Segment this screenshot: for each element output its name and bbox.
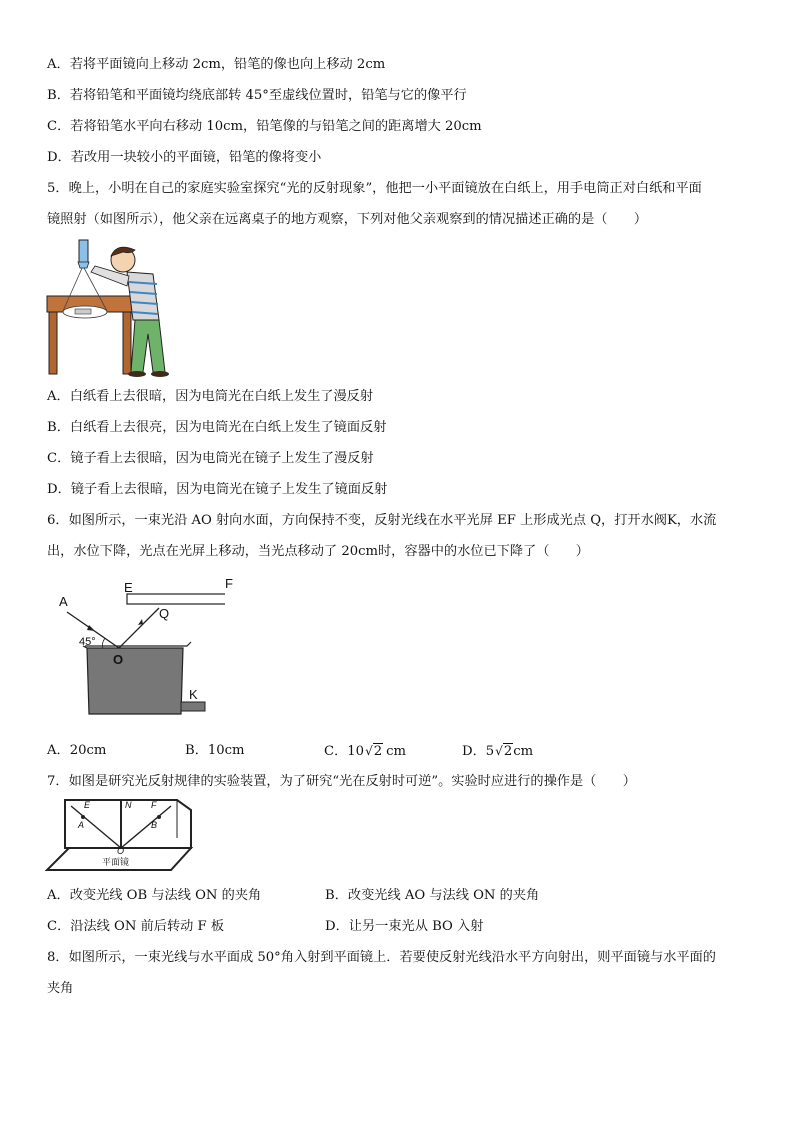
q5-option-a: A．白纸看上去很暗，因为电筒光在白纸上发生了漫反射 [47,389,374,404]
label-a: A [78,820,85,830]
q6-option-d: D．5√2cm [462,744,534,759]
flashlight-icon [79,240,88,264]
q7-option-a: A．改变光线 OB 与法线 ON 的夹角 [47,888,262,903]
screen-ef [127,594,225,604]
label-o: O [117,846,125,856]
label-n: N [125,800,132,810]
label-a: A [59,594,68,609]
label-mirror: 平面镜 [102,857,130,867]
boy-pants [131,320,165,372]
q8-stem-line1: 8．如图所示，一束光线与水平面成 50°角入射到平面镜上．若要使反射光线沿水平方向射出，则平面镜与水平面的 [47,950,716,965]
q7-option-d: D．让另一束光从 BO 入射 [325,919,484,934]
q4-option-d: D．若改用一块较小的平面镜，铅笔的像将变小 [47,150,322,165]
label-f: F [151,800,157,810]
q5-figure-boy-flashlight [45,236,175,378]
q6-option-a: A．20cm [47,743,107,758]
q6-figure [45,572,225,722]
q6-figure-container [45,572,233,722]
valve-k [181,702,205,711]
q7-figure-container [45,798,195,874]
q7-option-b: B．改变光线 AO 与法线 ON 的夹角 [325,888,540,903]
label-b: B [151,820,158,830]
q5-option-c: C．镜子看上去很暗，因为电筒光在镜子上发生了漫反射 [47,451,374,466]
q8-stem-line2: 夹角 [47,981,74,996]
q5-stem-line2: 镜照射（如图所示），他父亲在远离桌子的地方观察，下列对他父亲观察到的情况描述正确的是（ ） [47,212,648,227]
q4-option-b: B．若将铅笔和平面镜均绕底部转 45°至虚线位置时，铅笔与它的像平行 [47,88,467,103]
reflected-ray [119,608,159,648]
label-e: E [124,580,133,595]
q5-stem-line1: 5．晚上，小明在自己的家庭实验室探究“光的反射现象”，他把一小平面镜放在白纸上，用手电筒正对白纸和平面 [47,181,702,196]
label-f: F [225,576,233,591]
q6-stem-line1: 6．如图所示，一束光沿 AO 射向水面，方向保持不变，反射光线在水平光屏 EF 上形成光点 Q，打开水阀K，水流 [47,513,717,528]
q6-stem-line2: 出，水位下降，光点在光屏上移动，当光点移动了 20cm时，容器中的水位已下降了（ ） [47,544,589,559]
label-k: K [189,687,198,702]
label-o: O [113,652,124,667]
q4-option-c: C．若将铅笔水平向右移动 10cm，铅笔像的与铅笔之间的距离增大 20cm [47,119,482,134]
q5-option-d: D．镜子看上去很暗，因为电筒光在镜子上发生了镜面反射 [47,482,388,497]
mirror [75,309,91,314]
q7-stem-line1: 7．如图是研究光反射规律的实验装置，为了研究“光在反射时可逆”。实验时应进行的操作是（ ） [47,774,636,789]
water-container [87,648,183,714]
table-leg-left [49,312,57,374]
q4-option-a: A．若将平面镜向上移动 2cm，铅笔的像也向上移动 2cm [47,57,386,72]
q6-option-b: B．10cm [185,743,245,758]
q7-option-c: C．沿法线 ON 前后转动 F 板 [47,919,225,934]
q5-option-b: B．白纸看上去很亮，因为电筒光在白纸上发生了镜面反射 [47,420,387,435]
table-leg-right [123,312,131,374]
label-e: E [84,800,91,810]
label-q: Q [159,606,170,621]
label-angle-45: 45° [79,636,96,648]
q6-option-c: C．10√2 cm [324,744,407,759]
